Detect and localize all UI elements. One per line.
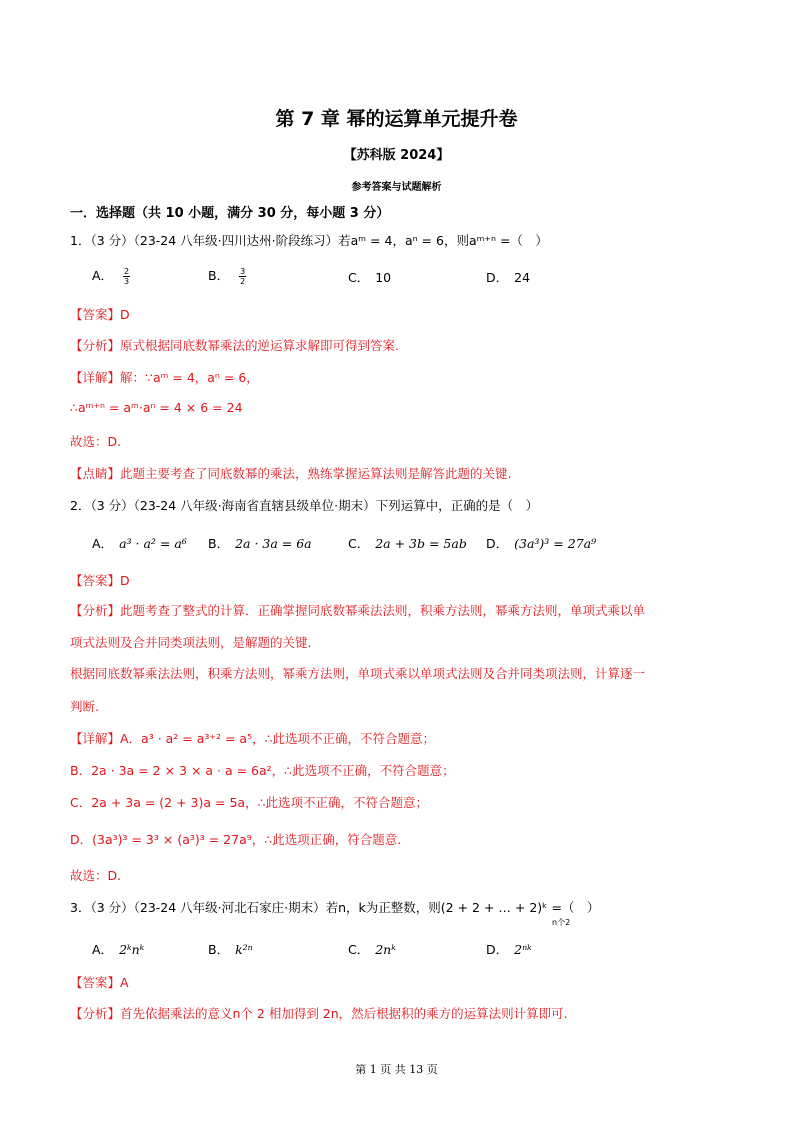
q1-option-a bbox=[92, 266, 130, 286]
q2-analysis-3: 根据同底数幂乘法法则，积乘方法则，幂乘方法则，单项式乘以单项式法则及合并同类项法则，计算逐一 bbox=[70, 666, 646, 681]
q2-detail-d: D．(3a³)³ = 3³ × (a³)³ = 27a⁹，∴此选项正确，符合题意. bbox=[70, 832, 402, 847]
q2-option-b bbox=[208, 534, 312, 552]
option-text: 2ᵏnᵏ bbox=[119, 942, 145, 957]
q2-detail-b: B．2a · 3a = 2 × 3 × a · a = 6a²，∴此选项不正确，不符合题意； bbox=[70, 763, 455, 778]
option-label: A． bbox=[92, 268, 114, 283]
q2-analysis-1: 【分析】此题考查了整式的计算．正确掌握同底数幂乘法法则，积乘方法则，幂乘方法则，单项式乘以单 bbox=[70, 603, 646, 618]
option-text: (3a³)³ = 27a⁹ bbox=[514, 536, 597, 551]
q2-stem: 2．（3 分）（23-24 八年级·海南省直辖县级单位·期末）下列运算中，正确的是（ ） bbox=[70, 498, 539, 513]
option-text: k²ⁿ bbox=[235, 942, 253, 957]
q1-detail-1: 【详解】解：∵aᵐ = 4，aⁿ = 6， bbox=[70, 370, 259, 385]
option-label: C． bbox=[348, 270, 370, 285]
q2-analysis-2: 项式法则及合并同类项法则，是解题的关键. bbox=[70, 635, 312, 650]
q2-detail-a: 【详解】A．a³ · a² = a³⁺² = a⁵，∴此选项不正确，不符合题意； bbox=[70, 731, 436, 746]
q3-option-b bbox=[208, 940, 253, 958]
option-label: D． bbox=[486, 536, 509, 551]
q1-option-c bbox=[348, 268, 391, 286]
q1-stem: 1．（3 分）（23-24 八年级·四川达州·阶段练习）若aᵐ = 4，aⁿ = 6，则aᵐ⁺ⁿ =（ ） bbox=[70, 233, 548, 248]
option-text: 2a + 3b = 5ab bbox=[375, 536, 467, 551]
edition-label: 【苏科版 2024】 bbox=[343, 148, 450, 163]
option-label: C． bbox=[348, 536, 370, 551]
q1-answer: 【答案】D bbox=[70, 307, 130, 322]
option-label: A． bbox=[92, 942, 114, 957]
option-label: A． bbox=[92, 536, 114, 551]
q3-analysis: 【分析】首先依据乘法的意义n个 2 相加得到 2n，然后根据积的乘方的运算法则计算即可. bbox=[70, 1006, 568, 1021]
q2-choose: 故选：D. bbox=[70, 868, 122, 883]
option-label: D． bbox=[486, 270, 509, 285]
option-text: 10 bbox=[375, 270, 392, 285]
q3-option-d bbox=[486, 940, 532, 958]
option-text: 2a · 3a = 6a bbox=[235, 536, 312, 551]
q2-analysis-4: 判断. bbox=[70, 699, 99, 714]
fraction-2-3: $\frac{2}{3}$ bbox=[124, 267, 130, 286]
page-title: 第 7 章 幂的运算单元提升卷 bbox=[275, 108, 518, 130]
q3-answer: 【答案】A bbox=[70, 975, 129, 990]
q2-option-d bbox=[486, 534, 596, 552]
q1-detail-2: ∴aᵐ⁺ⁿ = aᵐ·aⁿ = 4 × 6 = 24 bbox=[70, 400, 243, 415]
q1-choose: 故选：D. bbox=[70, 434, 122, 449]
q2-detail-c: C．2a + 3a = (2 + 3)a = 5a，∴此选项不正确，不符合题意； bbox=[70, 795, 429, 810]
page-footer: 第 1 页 共 13 页 bbox=[355, 1063, 438, 1076]
option-label: C． bbox=[348, 942, 370, 957]
q2-option-a bbox=[92, 534, 187, 552]
q1-tip: 【点睛】此题主要考查了同底数幂的乘法，熟练掌握运算法则是解答此题的关键. bbox=[70, 466, 512, 481]
q2-option-c bbox=[348, 534, 467, 552]
q1-analysis: 【分析】原式根据同底数幂乘法的逆运算求解即可得到答案. bbox=[70, 338, 399, 353]
q3-underbrace-note: n个2 bbox=[552, 918, 571, 927]
q3-stem: 3．（3 分）（23-24 八年级·河北石家庄·期末）若n，k为正整数，则(2 + 2 + … + 2)ᵏ =（ ） bbox=[70, 900, 600, 915]
option-label: D． bbox=[486, 942, 509, 957]
q1-option-b bbox=[208, 266, 246, 286]
option-text: 24 bbox=[514, 270, 531, 285]
option-label: B． bbox=[208, 942, 230, 957]
q3-option-c bbox=[348, 940, 396, 958]
option-text: a³ · a² = a⁶ bbox=[119, 536, 187, 551]
answer-heading: 参考答案与试题解析 bbox=[351, 182, 442, 193]
option-label: B． bbox=[208, 268, 230, 283]
q2-answer: 【答案】D bbox=[70, 573, 130, 588]
option-text: 2ⁿᵏ bbox=[514, 942, 532, 957]
section-heading: 一．选择题（共 10 小题，满分 30 分，每小题 3 分） bbox=[70, 206, 390, 221]
option-text: 2nᵏ bbox=[375, 942, 396, 957]
option-label: B． bbox=[208, 536, 230, 551]
fraction-3-2: $\frac{3}{2}$ bbox=[240, 267, 246, 286]
q1-option-d bbox=[486, 268, 530, 286]
q3-option-a bbox=[92, 940, 144, 958]
